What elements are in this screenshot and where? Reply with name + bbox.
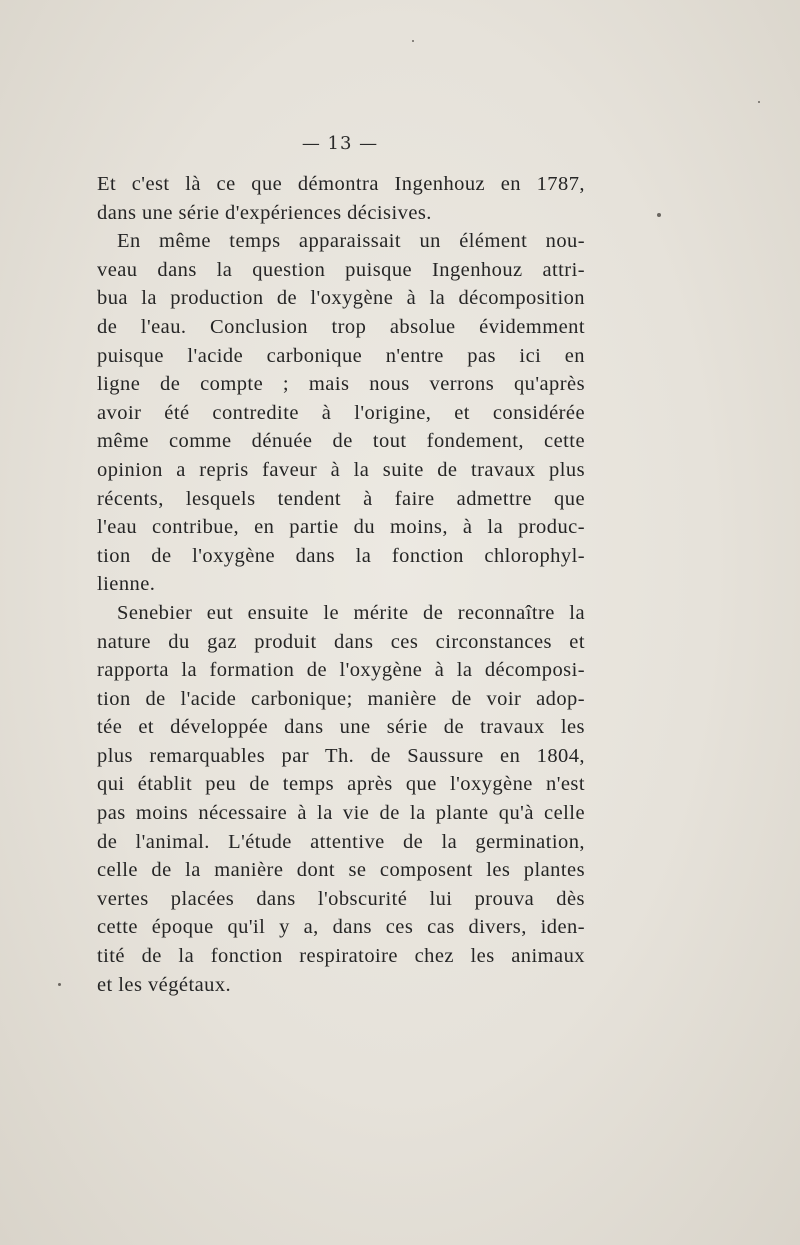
text-line: même comme dénuée de tout fondement, cette: [97, 430, 585, 453]
text-line: puisque l'acide carbonique n'entre pas ici en: [97, 344, 585, 367]
text-line: En même temps apparaissait un élément nou-: [117, 230, 585, 253]
text-line: Et c'est là ce que démontra Ingenhouz en 1787,: [97, 173, 585, 195]
text-line: Senebier eut ensuite le mérite de reconnaître la: [117, 601, 585, 624]
text-line: tion de l'acide carbonique; manière de voir adop-: [97, 687, 585, 710]
text-line: opinion a repris faveur à la suite de travaux plus: [97, 458, 585, 481]
paragraph-1: [97, 170, 585, 227]
text-line: plus remarquables par Th. de Saussure en 1804,: [97, 744, 585, 767]
text-line: l'eau contribue, en partie du moins, à la produc-: [97, 516, 585, 539]
body-text: [97, 170, 585, 999]
paper-speck: [657, 213, 661, 217]
paper-speck: [412, 40, 414, 42]
text-line: de l'eau. Conclusion trop absolue évidemment: [97, 315, 585, 338]
paragraph-2: [97, 227, 585, 599]
text-line: tion de l'oxygène dans la fonction chlorophyl-: [97, 544, 585, 567]
text-line: bua la production de l'oxygène à la décomposition: [97, 287, 585, 310]
text-line: vertes placées dans l'obscurité lui prouva dès: [97, 887, 585, 910]
text-line: dans une série d'expériences décisives.: [97, 201, 432, 224]
paper-speck: [58, 983, 61, 986]
page-number: — 13 —: [301, 133, 379, 154]
text-line: celle de la manière dont se composent les plantes: [97, 859, 585, 882]
text-line: veau dans la question puisque Ingenhouz attri-: [97, 258, 585, 281]
text-line: tité de la fonction respiratoire chez les animaux: [97, 945, 585, 968]
text-line: pas moins nécessaire à la vie de la plante qu'à celle: [97, 802, 585, 825]
paragraph-3: [97, 599, 585, 999]
text-line: avoir été contredite à l'origine, et considérée: [97, 401, 585, 424]
text-line: lienne.: [97, 573, 156, 596]
text-line: tée et développée dans une série de travaux les: [97, 716, 585, 739]
text-line: nature du gaz produit dans ces circonstances et: [97, 630, 585, 653]
text-line: qui établit peu de temps après que l'oxygène n'est: [97, 773, 585, 796]
text-line: rapporta la formation de l'oxygène à la décomposi-: [97, 659, 585, 682]
text-line: récents, lesquels tendent à faire admettre que: [97, 487, 585, 510]
text-line: cette époque qu'il y a, dans ces cas divers, iden-: [97, 916, 585, 939]
text-line: ligne de compte ; mais nous verrons qu'après: [97, 373, 585, 396]
paper-speck: [758, 101, 760, 103]
text-line: de l'animal. L'étude attentive de la germination,: [97, 830, 585, 853]
text-line: et les végétaux.: [97, 973, 232, 996]
